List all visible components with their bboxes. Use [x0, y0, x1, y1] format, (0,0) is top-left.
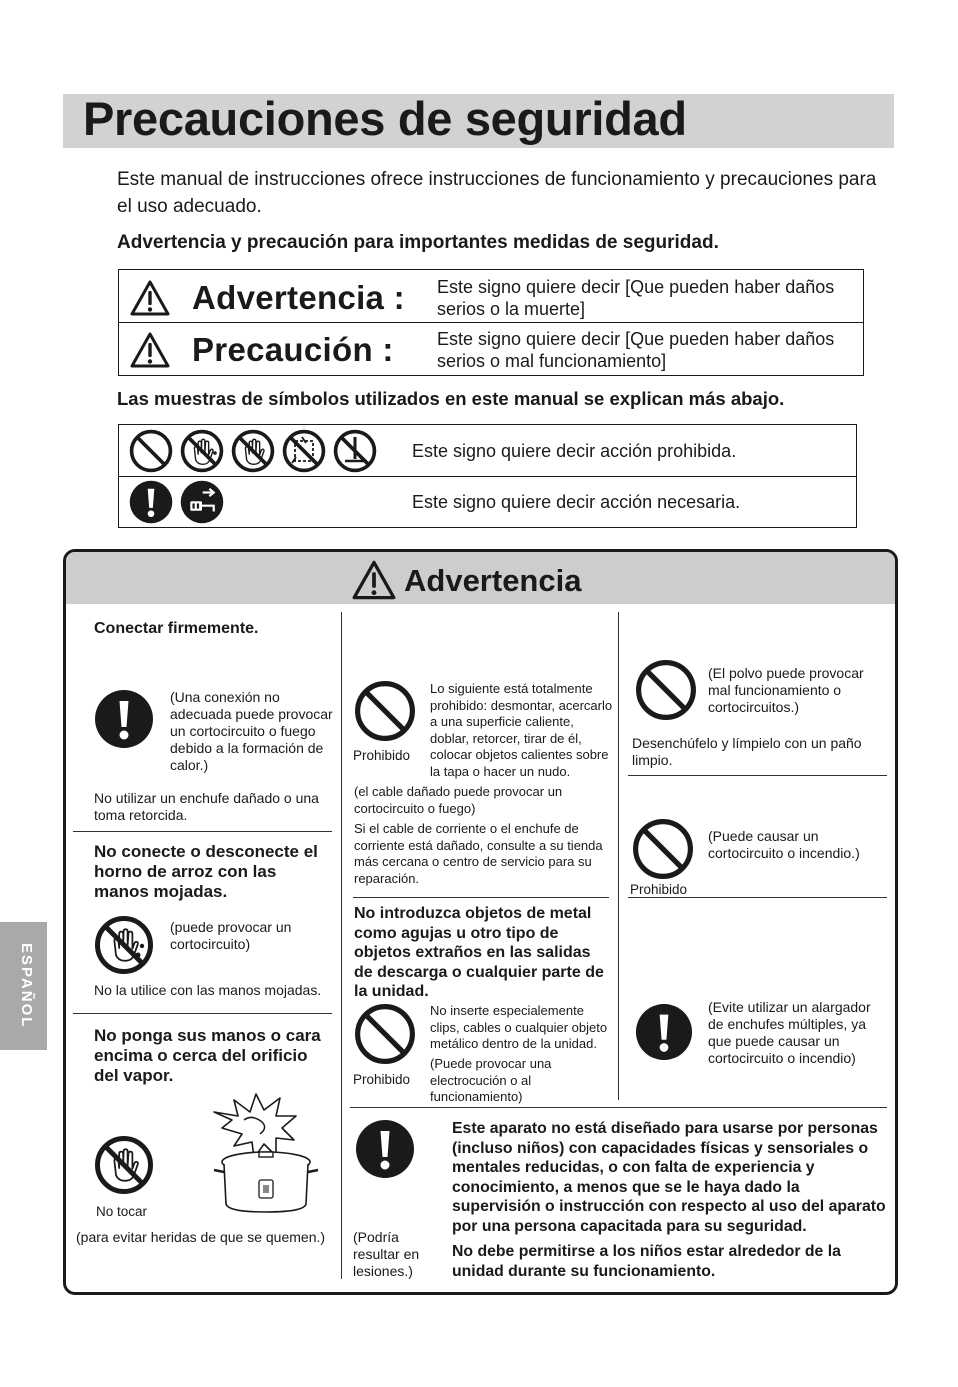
col2-s1-note: (el cable dañado puede provocar un cortocircuito o fuego) — [354, 784, 563, 816]
bottom-text1: Este aparato no está diseñado para usarse por personas (incluso niños) con capacidades físicas y sensoriales o mentales reducidas, o con falta de experiencia y conocimiento, a menos que se le haya dado la supervisión o instrucción con respecto al uso del aparato por una persona capacitada para su seguridad. — [452, 1120, 886, 1235]
prohibited-icon — [354, 680, 416, 742]
col1-s3-heading: No ponga sus manos o cara encima o cerca del orificio del vapor. — [94, 1026, 321, 1085]
level-warning-text: Este signo quiere decir [Que pueden haber daños serios o la muerte] — [437, 277, 835, 319]
do-not-touch-icon — [231, 429, 275, 473]
col1-s2-note: (puede provocar un cortocircuito) — [170, 919, 292, 952]
col1-s1-heading: Conectar firmemente. — [94, 620, 259, 637]
no-insert-objects-icon — [333, 429, 377, 473]
prohibited-icon — [632, 818, 694, 880]
mandatory-icon — [94, 689, 154, 749]
col1-s3-text: (para evitar heridas de que se quemen.) — [76, 1229, 326, 1245]
col1-s3-icon-label: No tocar — [96, 1204, 148, 1219]
col1-s2-heading: No conecte o desconecte el horno de arroz con las manos mojadas. — [94, 842, 318, 901]
col1-s1-text: No utilizar un enchufe dañado o una toma retorcida. — [94, 790, 319, 823]
warning-panel-title: Advertencia — [404, 563, 582, 598]
col1-s1-note: (Una conexión no adecuada puede provocar un cortocircuito o fuego debido a la formación de calor.) — [170, 689, 333, 773]
no-wet-hands-icon — [94, 915, 154, 975]
col2-s2-note: (Puede provocar una electrocución o al funcionamiento) — [430, 1056, 552, 1104]
do-not-disassemble-icon — [282, 429, 326, 473]
bottom-note: (Podría resultar en lesiones.) — [353, 1229, 420, 1279]
levels-heading: Advertencia y precaución para importantes medidas de seguridad. — [117, 232, 719, 253]
intro-text: Este manual de instrucciones ofrece instrucciones de funcionamiento y precauciones para el uso adecuado. — [117, 169, 877, 217]
mandatory-icon — [129, 480, 173, 524]
col3-s1-text: Desenchúfelo y límpielo con un paño limpio. — [632, 735, 862, 768]
language-tab-label: ESPAÑOL — [18, 943, 35, 1029]
bottom-text2: No debe permitirse a los niños estar alrededor de la unidad durante su funcionamiento. — [452, 1243, 841, 1280]
level-caution-text: Este signo quiere decir [Que pueden haber daños serios o mal funcionamiento] — [437, 329, 835, 371]
prohibited-icon — [354, 1003, 416, 1065]
warning-triangle-icon — [130, 280, 170, 316]
col2-s2-text: No inserte especialemente clips, cables o cualquier objeto metálico dentro de la unidad. — [430, 1003, 608, 1051]
col2-s1-text: Lo siguiente está totalmente prohibido: desmontar, acercarlo a una superficie caliente, doblar, retorcer, tirar de él, colocar objetos calientes sobre la tapa o hacer un nudo. — [430, 681, 613, 779]
prohibited-icon — [129, 429, 173, 473]
col3-s2-note: (Puede causar un cortocircuito o incendio.) — [708, 828, 860, 861]
caution-triangle-icon — [130, 332, 170, 368]
unplug-icon — [180, 480, 224, 524]
col3-s3-note: (Evite utilizar un alargador de enchufes múltiples, ya que puede causar un cortocircuito o incendio) — [708, 999, 871, 1066]
language-tab — [0, 922, 47, 1050]
warning-panel — [63, 549, 898, 1295]
col1-s2-text: No la utilice con las manos mojadas. — [94, 982, 322, 998]
warning-triangle-icon — [352, 560, 396, 600]
page-title: Precauciones de seguridad — [83, 92, 687, 145]
col2-s1-note2: Si el cable de corriente o el enchufe de corriente está dañado, consulte a su tienda más cercana o centro de servicio para su reparación. — [354, 821, 603, 886]
col2-s2-icon-label: Prohibido — [353, 1072, 411, 1087]
symbol-mandatory-text: Este signo quiere decir acción necesaria. — [412, 492, 741, 512]
col2-s1-icon-label: Prohibido — [353, 748, 411, 763]
col2-s2-heading: No introduzca objetos de metal como agujas u otro tipo de objetos extraños en las salidas de descarga o cualquier parte de la unidad. — [354, 905, 604, 1000]
no-wet-hands-icon — [180, 429, 224, 473]
mandatory-icon — [635, 1003, 693, 1061]
mandatory-icon — [355, 1119, 415, 1179]
symbols-table — [118, 424, 857, 528]
col3-s2-icon-label: Prohibido — [630, 882, 688, 897]
symbol-prohibited-text: Este signo quiere decir acción prohibida. — [412, 441, 737, 461]
col3-s1-note: (El polvo puede provocar mal funcionamiento o cortocircuitos.) — [708, 665, 864, 715]
level-caution-label: Precaución : — [192, 331, 394, 368]
symbols-heading: Las muestras de símbolos utilizados en este manual se explican más abajo. — [117, 388, 785, 409]
prohibited-icon — [635, 659, 697, 721]
level-warning-label: Advertencia : — [192, 279, 405, 316]
levels-table — [118, 269, 864, 376]
do-not-touch-icon — [94, 1135, 154, 1195]
rice-cooker-steam-illustration — [204, 1092, 334, 1217]
